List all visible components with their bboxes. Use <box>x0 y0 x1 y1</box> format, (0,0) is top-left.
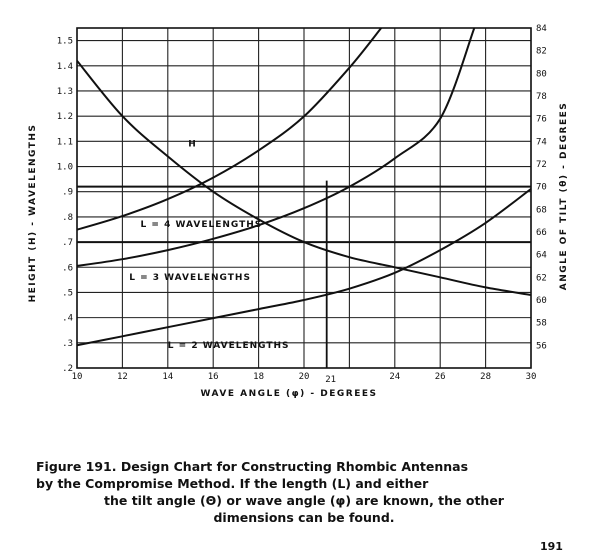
page-number: 191 <box>540 540 563 553</box>
x-tick-label: 14 <box>162 372 174 382</box>
y-left-tick-label: 1.1 <box>56 137 73 148</box>
y-right-tick-label: 64 <box>536 250 547 261</box>
x-tick-label: 26 <box>434 372 446 382</box>
y-left-tick-label: 1.4 <box>56 61 73 72</box>
y-left-tick-label: 1.2 <box>56 112 73 123</box>
y-left-tick-label: .2 <box>62 364 73 374</box>
y-right-tick-label: 70 <box>536 182 547 193</box>
figure-caption <box>36 458 572 526</box>
y-right-tick-label: 56 <box>536 341 547 352</box>
y-right-tick-label: 78 <box>536 92 547 102</box>
x-axis-label: WAVE ANGLE (φ) - DEGREES <box>200 389 378 399</box>
grid <box>77 28 531 368</box>
y-left-tick-label: .8 <box>62 212 73 223</box>
tick-labels <box>57 24 547 385</box>
series-line-2 <box>77 28 474 266</box>
y-left-tick-label: .7 <box>62 238 73 249</box>
x-tick-label: 30 <box>525 372 537 382</box>
y-left-tick-label: .3 <box>62 338 73 349</box>
caption-line-4: dimensions can be found. <box>213 510 395 525</box>
y-left-tick-label: 1.0 <box>56 162 73 173</box>
caption-line-1: Figure 191. Design Chart for Constructing Rhombic Antennas <box>36 459 469 474</box>
curve-annotation: H <box>188 139 197 150</box>
curve-annotation: L = 3 WAVELENGTHS <box>129 272 251 283</box>
x-tick-label: 28 <box>480 372 492 382</box>
y-left-tick-label: 1.5 <box>56 36 73 47</box>
x-tick-label: 18 <box>253 372 265 382</box>
y-right-tick-label: 62 <box>536 273 547 284</box>
y-right-tick-label: 58 <box>536 318 547 329</box>
y-left-tick-label: .6 <box>62 263 73 274</box>
x-tick-label: 12 <box>116 372 128 382</box>
y-right-tick-label: 60 <box>536 296 547 306</box>
y-left-tick-label: 1.3 <box>56 86 73 97</box>
x-tick-label: 20 <box>298 372 310 382</box>
caption-line-2: by the Compromise Method. If the length (L) and either <box>36 476 429 491</box>
x-tick-label: 24 <box>389 372 401 382</box>
x-tick-label: 10 <box>71 372 83 382</box>
curve-annotation: L = 2 WAVELENGTHS <box>167 340 290 351</box>
y-right-tick-label: 84 <box>536 24 547 34</box>
y-left-tick-label: .5 <box>62 288 73 299</box>
y-axis-left-label: HEIGHT (H) - WAVELENGTHS <box>28 123 38 303</box>
curve-annotation: L = 4 WAVELENGTHS <box>140 219 263 230</box>
caption-line-3: the tilt angle (Θ) or wave angle (φ) are known, the other <box>104 493 504 508</box>
y-left-tick-label: .9 <box>62 187 73 198</box>
y-axis-right-label: ANGLE OF TILT (θ) - DEGREES <box>559 101 569 291</box>
y-right-tick-label: 80 <box>536 69 547 80</box>
y-right-tick-label: 66 <box>536 228 547 238</box>
y-right-tick-label: 76 <box>536 114 547 125</box>
x-tick-label-extra: 21 <box>325 375 337 385</box>
x-tick-label: 16 <box>207 372 219 382</box>
y-right-tick-label: 74 <box>536 137 547 148</box>
y-left-tick-label: .4 <box>62 313 73 324</box>
y-right-tick-label: 68 <box>536 205 547 216</box>
y-right-tick-label: 82 <box>536 46 547 57</box>
y-right-tick-label: 72 <box>536 160 547 170</box>
